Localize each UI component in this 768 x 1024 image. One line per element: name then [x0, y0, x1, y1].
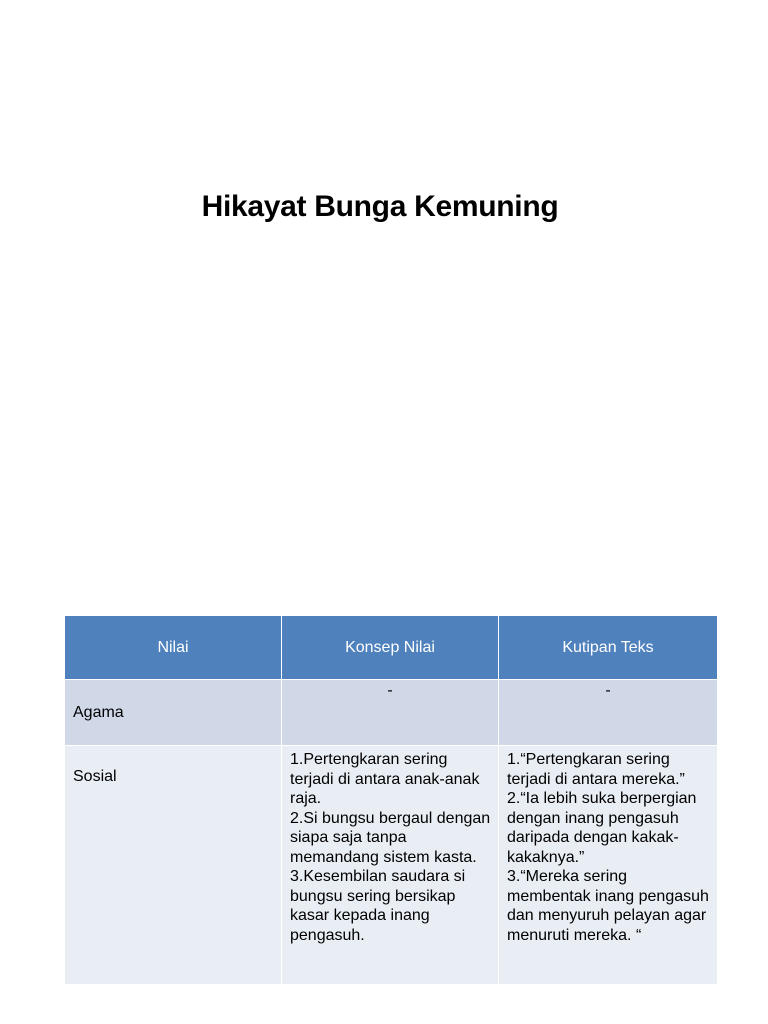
- konsep-empty: -: [387, 682, 393, 699]
- cell-kutipan: [499, 680, 718, 746]
- list-item: 1.Pertengkaran sering terjadi di antara anak-anak raja.: [290, 751, 480, 807]
- nilai-label: Agama: [73, 704, 124, 721]
- kutipan-list: [499, 746, 717, 945]
- kutipan-empty: -: [605, 682, 611, 699]
- list-item: 1.“Pertengkaran sering terjadi di antara mereka.”: [507, 751, 685, 788]
- header-konsep-nilai: Konsep Nilai: [282, 616, 499, 680]
- table-row-agama: [65, 680, 718, 746]
- slide-title: Hikayat Bunga Kemuning: [201, 190, 559, 223]
- list-item: 2.Si bungsu bergaul dengan siapa saja tanpa memandang sistem kasta.: [290, 809, 491, 866]
- konsep-list: [282, 746, 498, 945]
- cell-nilai: [65, 680, 282, 746]
- list-item: 3.Kesembilan saudara si bungsu sering bersikap kasar kepada inang pengasuh.: [290, 868, 466, 944]
- table-row-sosial: [65, 746, 718, 985]
- list-item: 3.“Mereka sering membentak inang pengasuh dan menyuruh pelayan agar menuruti mereka. “: [507, 868, 709, 944]
- nilai-label: Sosial: [73, 768, 117, 785]
- table-header-row: [65, 616, 718, 680]
- header-kutipan-teks: Kutipan Teks: [499, 616, 718, 680]
- list-item: 2.“Ia lebih suka berpergian dengan inang pengasuh daripada dengan kakak-kakaknya.”: [507, 790, 697, 866]
- nilai-table: [64, 615, 718, 985]
- cell-kutipan: [499, 746, 718, 985]
- header-nilai: Nilai: [65, 616, 282, 680]
- cell-konsep: [282, 680, 499, 746]
- cell-nilai: [65, 746, 282, 985]
- cell-konsep: [282, 746, 499, 985]
